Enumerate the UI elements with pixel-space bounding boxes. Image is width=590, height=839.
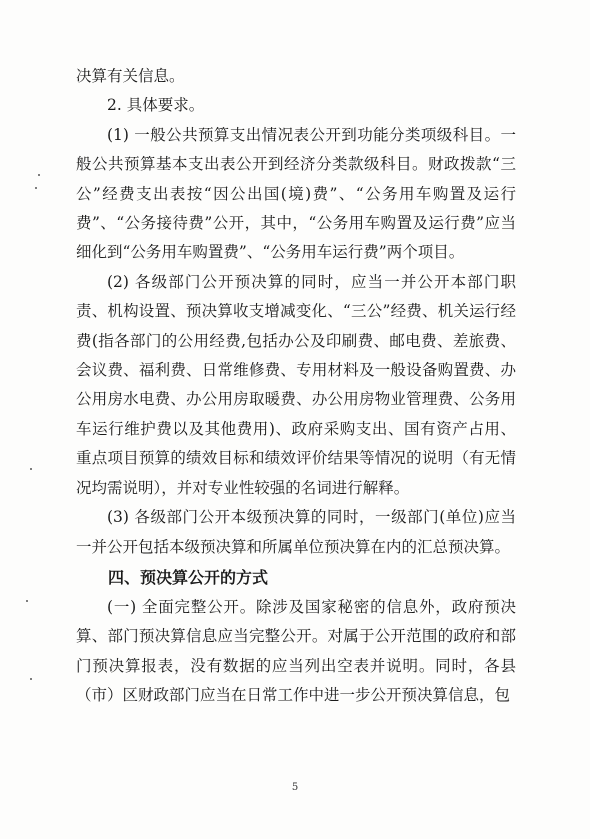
section-heading: 四、预决算公开的方式 bbox=[108, 567, 269, 587]
scan-speck bbox=[38, 174, 40, 176]
scan-speck bbox=[30, 678, 32, 680]
scan-speck bbox=[30, 468, 32, 470]
paragraph: 2. 具体要求。 bbox=[107, 96, 205, 115]
paragraph: (1) 一般公共预算支出情况表公开到功能分类项级科目。一般公共预算基本支出表公开到经济分类款级科目。财政拨款“三公”经费支出表按“因公出国(境)费”、“公务用车购置及运行费”、“公务接待费”公开，其中，“公务用车购置及运行费”应当细化到“公务用车购置费”、“公务用车运行费”两个项目。 bbox=[76, 125, 516, 262]
paragraph: 决算有关信息。 bbox=[76, 67, 185, 85]
body-text bbox=[76, 62, 516, 711]
paragraph: (3) 各级部门公开本级预决算的同时，一级部门(单位)应当一并公开包括本级预决算和所属单位预决算在内的汇总预决算。 bbox=[76, 508, 516, 556]
paragraph: (一) 全面完整公开。除涉及国家秘密的信息外，政府预决算、部门预决算信息应当完整公开。对属于公开范围的政府和部门预决算报表，没有数据的应当列出空表并说明。同时，各县（市）区财政部门应当在日常工作中进一步公开预决算信息，包 bbox=[76, 597, 516, 705]
scan-speck bbox=[26, 600, 28, 602]
scan-speck bbox=[35, 187, 37, 189]
paragraph: (2) 各级部门公开预决算的同时，应当一并公开本部门职责、机构设置、预决算收支增减变化、“三公”经费、机关运行经费(指各部门的公用经费,包括办公及印刷费、邮电费、差旅费、会议费、福利费、日常维修费、专用材料及一般设备购置费、办公用房水电费、办公用房取暖费、办公用房物业管理费、公务用车运行维护费以及其他费用)、政府采购支出、国有资产占用、重点项目预算的绩效目标和绩效评价结果等情况的说明（有无情况均需说明），并对专业性较强的名词进行解释。 bbox=[76, 272, 516, 497]
page-number: 5 bbox=[291, 782, 299, 793]
